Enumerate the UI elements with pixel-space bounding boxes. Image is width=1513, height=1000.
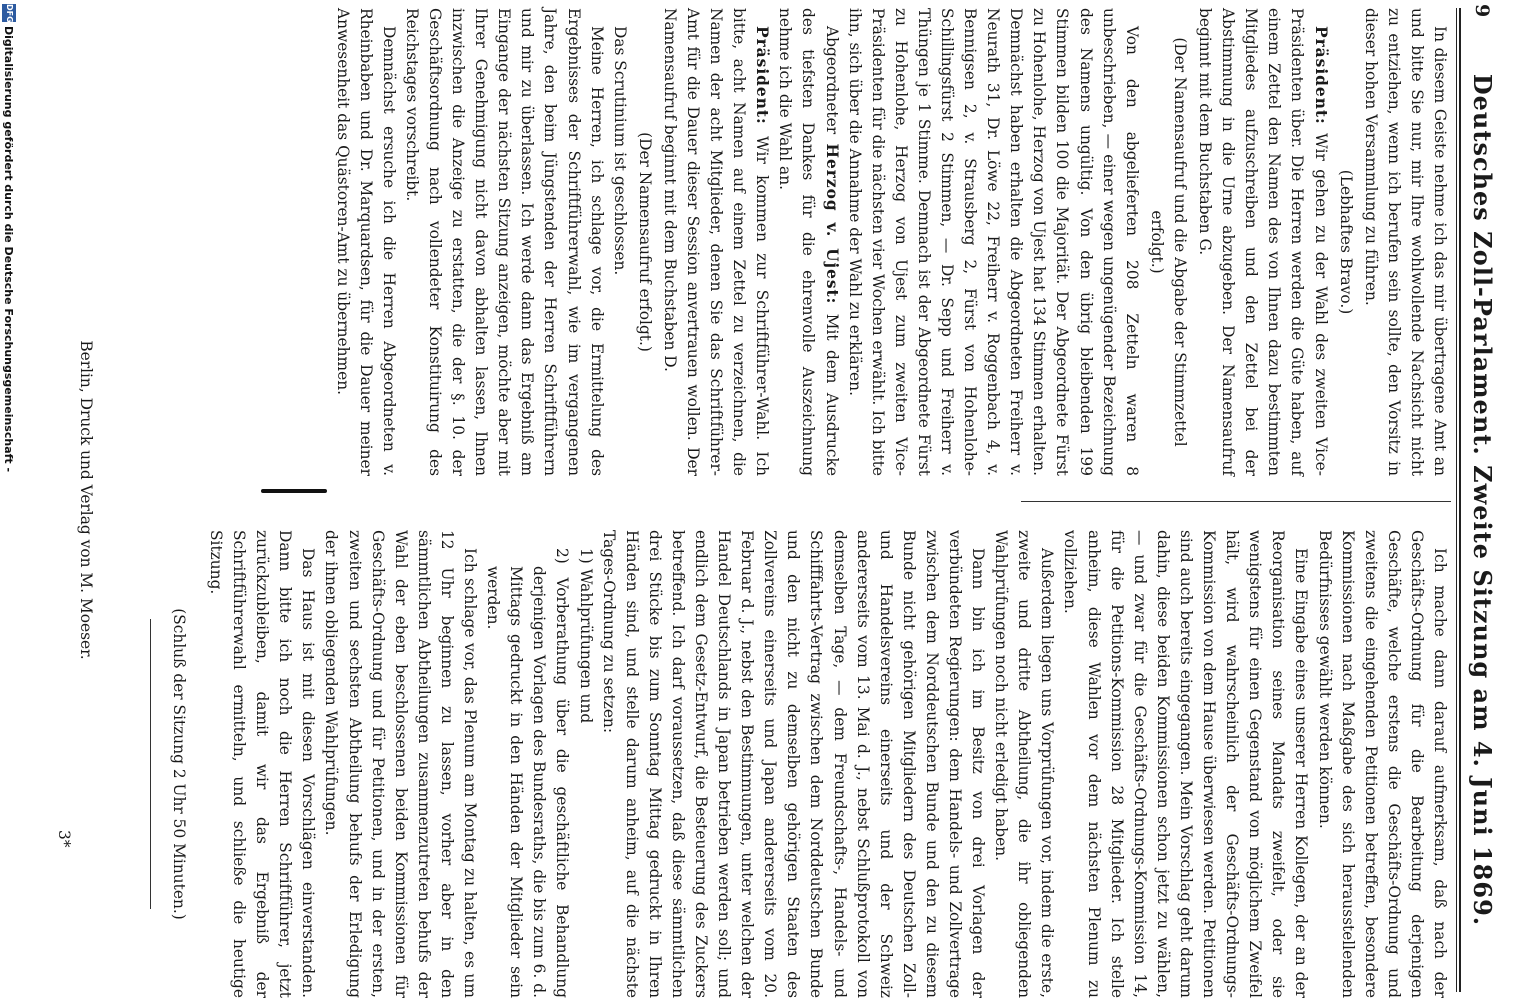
running-header: Deutsches Zoll-Parlament. Zweite Sitzung am 4. Juni 1869.: [1468, 73, 1497, 927]
paragraph: Ich mache dann darauf aufmerksam, daß nach der Geschäfts-Ordnung für die Bearbeitung derjenigen Geschäfte, welche erstens die Geschäfts-Ordnung und zweitens die eingehenden Petitionen betreffen, besondere Kommissionen nach Maßgabe des sich herausstellenden Bedürfnisses gewählt werden können.: [1315, 530, 1449, 998]
left-column: [331, 8, 1452, 476]
paragraph: Eine Eingabe eines unserer Herren Kollegen, der an der Reorganisation seines Mandats zweifelt, oder sie wenigstens für einen Gegenstand von möglichem Zweifel hält, wird wahrscheinlich der Geschäfts-Ordnungs-Kommission von dem Hause überwiesen werden. Petitionen sind auch bereits eingegangen. Mein Vorschlag geht darum dahin, diese beiden Kommissionen schon jetzt zu wählen, — und zwar für die Geschäfts-Ordnungs-Kommission 14, für die Petitions-Kommission 28 Mitglieder. Ich stelle anheim, diese Wahlen vor dem nächsten Plenum zu vollziehen.: [1061, 530, 1311, 998]
speech-paragraph: [773, 8, 842, 476]
column-divider: [1021, 501, 1451, 502]
speech-text: Mit dem Ausdrucke des tiefsten Dankes für die ehrenvolle Auszeichnung nehme ich die Wahl an.: [776, 8, 841, 476]
closing-rule: [150, 619, 151, 909]
list-item: 1) Wahlprüfungen und: [576, 548, 595, 724]
speech-text: Wir gehen zu der Wahl des zweiten Vice-Präsidenten über. Die Herren werden die Güte haben, auf einem Zettel den Namen des von Ihnen dazu bestimmten Mitgliedes aufzuschreiben und den Zettel bei der Abstimmung in die Urne abzugeben. Der Namensaufruf beginnt mit dem Buchstaben G.: [1196, 8, 1330, 476]
paragraph: Demnächst ersuche ich die Herren Abgeordneten v. Rheinbaben und Dr. Marquardsen, für die Dauer meiner Anwesenheit das Quästoren-Amt zu übernehmen.: [333, 8, 398, 476]
stage-direction: (Der Namensaufruf und die Abgabe der Stimmzettel erfolgt.): [1147, 37, 1189, 447]
session-end-note: (Schluß der Sitzung 2 Uhr 50 Minuten.): [169, 608, 188, 920]
printer-imprint: Berlin, Druck und Verlag von M. Moeser.: [77, 340, 95, 660]
scan-speck: [261, 489, 327, 493]
paragraph: Dann bin ich im Besitz von drei Vorlagen der verbündeten Regierungen: dem Handels- und Zollvertrage zwischen dem Norddeutschen Bunde und den zu diesem Bunde nicht gehörigen Mitgliedern des Deutschen Zoll- und Handelsvereins einerseits und der Schweiz andererseits vom 13. Mai d. J., nebst Schlußprotokoll von demselben Tage, — dem Freundschafts-, Handels- und Schifffahrts-Vertrag zwischen dem Norddeutschen Bunde und den nicht zu demselben gehörigen Staaten des Zollvereins einerseits und Japan andererseits vom 20. Februar d. J., nebst den Bestimmungen, unter welchen der Handel Deutschlands in Japan betrieben werden soll; und endlich dem Gesetz-Entwurf, die Besteuerung des Zuckers betreffend. Ich darf voraussetzen, daß diese sämmtlichen drei Stücke bis zum Sonntag Mittag gedruckt in Ihren Händen sind, und stelle darum anheim, auf die nächste Tages-Ordnung zu setzen:: [599, 530, 988, 998]
speaker-name: Präsident:: [753, 26, 772, 125]
dfg-logo-icon: DFG: [2, 4, 16, 22]
speaker-intro: Abgeordneter: [822, 26, 841, 135]
stage-direction: (Der Namensaufruf erfolgt.): [635, 132, 654, 352]
digitization-footer: [0, 0, 17, 1000]
sheet-signature: 3*: [55, 830, 73, 848]
right-column: [150, 530, 1451, 998]
speech-paragraph: [658, 8, 773, 476]
paragraph: In diesem Geiste nehme ich das mir übertragene Amt an und bitte Sie nur, mir Ihre wohlwollende Nachsicht nicht zu entziehen, wenn ich berufen sein sollte, den Vorsitz in dieser hohen Versammlung zu führen.: [1361, 8, 1449, 476]
speech-text: Wir kommen zur Schriftführer-Wahl. Ich bitte, acht Namen auf einem Zettel zu verzeichnen, die Namen der acht Mitglieder, denen Sie das Schriftführer-Amt für die Dauer dieser Session anvertrauen wollen. Der Namensaufruf beginnt mit dem Buchstaben D.: [660, 8, 772, 476]
speaker-name: Herzog v. Ujest:: [822, 143, 841, 305]
paragraph: Außerdem liegen uns Vorprüfungen vor, indem die erste, zweite und dritte Abtheilung, die ihr obliegenden Wahlprüfungen noch nicht erledigt haben.: [992, 530, 1057, 998]
list-item: 2) Vorberathung über die geschäftliche Behandlung derjenigen Vorlagen des Bundesraths, die bis zum 6. d. Mittags gedruckt in den Händen der Mitglieder sein werden.: [484, 548, 572, 998]
speech-paragraph: [1193, 8, 1332, 476]
paragraph: Meine Herren, ich schlage vor, die Ermittelung des Ergebnisses der Schriftführerwahl, wie im vergangenen Jahre, den beim Jüngstenden der Herren Schriftführern und mir zu überlassen. Ich werde dann das Ergebniß am Eingange der nächsten Sitzung anzeigen, möchte aber mit Ihrer Genehmigung nicht davon abhalten lassen, Ihnen inzwischen die Anzeige zu erstatten, die der §. 10. der Geschäftsordnung nach vollendeter Konstituirung des Reichstages vorschreibt.: [402, 8, 606, 476]
funding-credit: Digitalisierung gefördert durch die Deutsche Forschungsgemeinschaft -: [2, 26, 15, 473]
page-number: 9: [1471, 4, 1493, 18]
paragraph: Das Haus ist mit diesen Vorschlägen einverstanden. Dann bitte ich noch die Herren Schriftführer, jetzt zurückzubleiben, damit wir das Ergebniß der Schriftführerwahl ermitteln, und schließe die heutige Sitzung.: [207, 530, 318, 998]
paragraph: Von den abgelieferten 208 Zetteln waren 8 unbeschrieben, — einer wegen ungenügender Bezeichnung des Namens ungültig. Von den übrig bleibenden 199 Stimmen bilden 100 die Majorität. Der Abgeordnete Fürst zu Hohenlohe, Herzog von Ujest hat 134 Stimmen erhalten. Demnächst haben erhalten die Abgeordneten Freiherr v. Neurath 31, Dr. Löwe 22, Freiherr v. Roggenbach 4, v. Bennigsen 2, v. Strausberg 2, Fürst von Hohenlohe-Schillingsfürst 2 Stimmen, — Dr. Sepp und Freiherr v. Thüngen je 1 Stimme. Demnach ist der Abgeordnete Fürst zu Hohenlohe, Herzog von Ujest zum zweiten Vice-Präsidenten für die nächsten vier Wochen erwählt. Ich bitte ihn, sich über die Annahme der Wahl zu erklären.: [845, 8, 1141, 476]
speaker-name: Präsident:: [1311, 26, 1330, 125]
header-rule: [1456, 8, 1461, 992]
stage-direction: (Lebhaftes Bravo.): [1336, 169, 1355, 315]
paragraph: Ich schlage vor, das Plenum am Montag zu halten, es um 12 Uhr beginnen zu lassen, vorher aber in den sämmtlichen Abtheilungen zusammenzutreten behufs der Wahl der eben beschlossenen beiden Kommissionen für Geschäfts-Ordnung und für Petitionen, und in der ersten, zweiten und sechsten Abtheilung behufs der Erledigung der ihnen obliegenden Wahlprüfungen.: [322, 530, 480, 998]
paragraph: Das Scrutinium ist geschlossen.: [610, 26, 629, 276]
